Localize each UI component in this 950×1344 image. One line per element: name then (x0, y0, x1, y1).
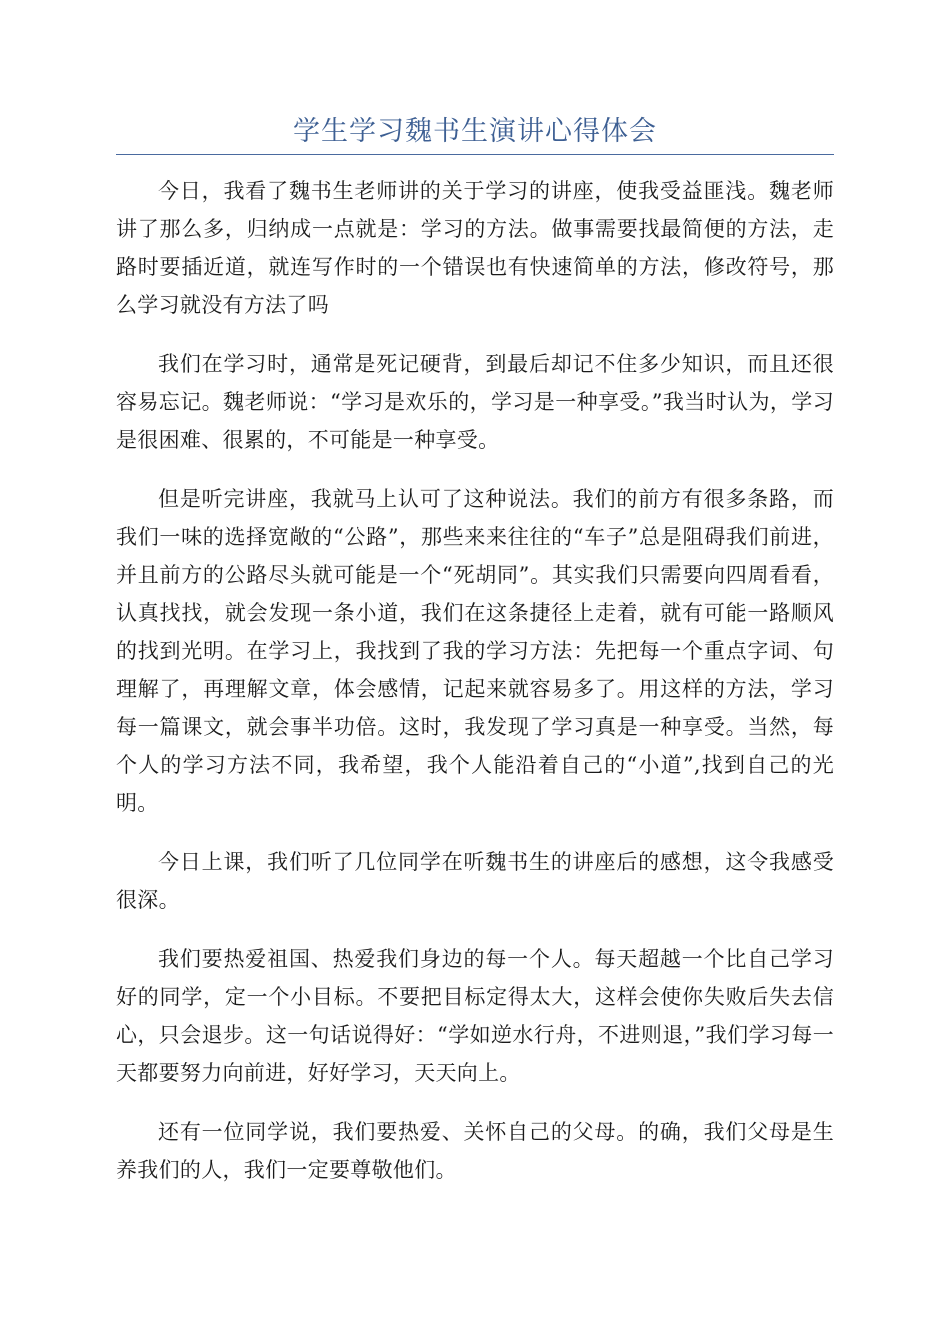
paragraph-3: 但是听完讲座，我就马上认可了这种说法。我们的前方有很多条路，而我们一味的选择宽敞的“公路”，那些来来往往的“车子”总是阻碍我们前进，并且前方的公路尽头就可能是一个“死胡同”。其实我们只需要向四周看看，认真找找，就会发现一条小道，我们在这条捷径上走着，就有可能一路顺风的找到光明。在学习上，我找到了我的学习方法：先把每一个重点字词、句理解了，再理解文章，体会感情，记起来就容易多了。用这样的方法，学习每一篇课文，就会事半功倍。这时，我发现了学习真是一种享受。当然，每个人的学习方法不同，我希望，我个人能沿着自己的“小道”,找到自己的光明。 (116, 487, 834, 815)
title-block (116, 112, 834, 155)
paragraph-1: 今日，我看了魏书生老师讲的关于学习的讲座，使我受益匪浅。魏老师讲了那么多，归纳成一点就是：学习的方法。做事需要找最简便的方法，走路时要插近道，就连写作时的一个错误也有快速简单的方法，修改符号，那么学习就没有方法了吗 (116, 179, 834, 317)
paragraph-5: 我们要热爱祖国、热爱我们身边的每一个人。每天超越一个比自己学习好的同学，定一个小目标。不要把目标定得太大，这样会使你失败后失去信心，只会退步。这一句话说得好：“学如逆水行舟，不进则退，”我们学习每一天都要努力向前进，好好学习，天天向上。 (116, 947, 834, 1085)
document-title: 学生学习魏书生演讲心得体会 (293, 116, 657, 147)
paragraph-2: 我们在学习时，通常是死记硬背，到最后却记不住多少知识，而且还很容易忘记。魏老师说：“学习是欢乐的，学习是一种享受。”我当时认为，学习是很困难、很累的，不可能是一种享受。 (116, 352, 834, 452)
paragraph-6: 还有一位同学说，我们要热爱、关怀自己的父母。的确，我们父母是生养我们的人，我们一定要尊敬他们。 (116, 1120, 834, 1182)
paragraph-4: 今日上课，我们听了几位同学在听魏书生的讲座后的感想，这令我感受很深。 (116, 850, 834, 912)
document-body (116, 172, 834, 1210)
title-underline (116, 154, 834, 155)
